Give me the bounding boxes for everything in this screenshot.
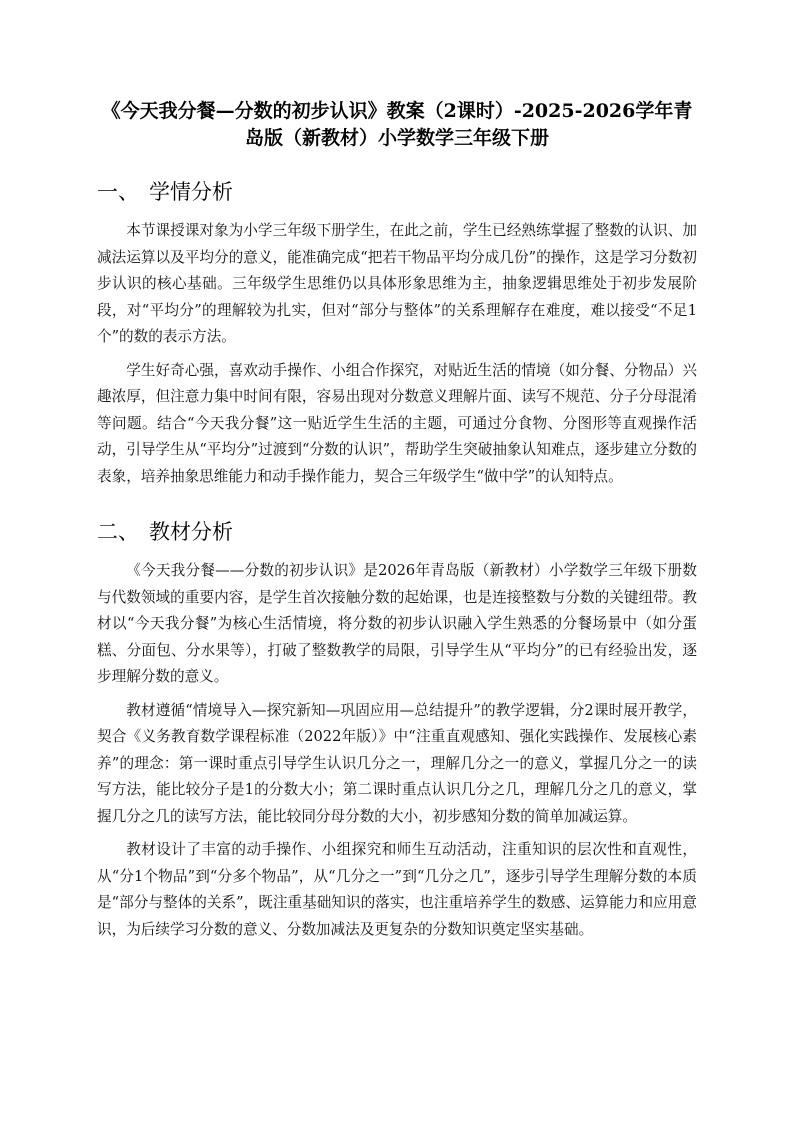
section-textbook-analysis: [97, 518, 697, 943]
section-title: 教材分析: [149, 520, 233, 544]
paragraph: 本节课授课对象为小学三年级下册学生，在此之前，学生已经熟练掌握了整数的认识、加减法运算以及平均分的意义，能准确完成“把若干物品平均分成几份”的操作，这是学习分数初步认识的核心基础。三年级学生思维仍以具体形象思维为主，抽象逻辑思维处于初步发展阶段，对“平均分”的理解较为扎实，但对“部分与整体”的关系理解存在难度，难以接受“不足1个”的数的表示方法。: [97, 222, 697, 345]
paragraph: 教材设计了丰富的动手操作、小组探究和师生互动活动，注重知识的层次性和直观性，从“分1个物品”到“分多个物品”，从“几分之一”到“几分之几”，逐步引导学生理解分数的本质是“部分与整体的关系”，既注重基础知识的落实，也注重培养学生的数感、运算能力和应用意识，为后续学习分数的意义、分数加减法及更复杂的分数知识奠定坚实基础。: [97, 841, 697, 938]
paragraph: 教材遵循“情境导入—探究新知—巩固应用—总结提升”的教学逻辑，分2课时展开教学，契合《义务教育数学课程标准（2022年版）》中“注重直观感知、强化实践操作、发展核心素养”的理念：第一课时重点引导学生认识几分之一，理解几分之一的意义，掌握几分之一的读写方法，能比较分子是1的分数大小；第二课时重点认识几分之几，理解几分之几的意义，掌握几分之几的读写方法，能比较同分母分数的大小，初步感知分数的简单加减运算。: [97, 701, 697, 825]
document-title: 《今天我分餐—分数的初步认识》教案（2课时）-2025-2026学年青岛版（新教材）小学数学三年级下册: [101, 100, 693, 149]
paragraph: 《今天我分餐——分数的初步认识》是2026年青岛版（新教材）小学数学三年级下册数与代数领域的重要内容，是学生首次接触分数的起始课，也是连接整数与分数的关键纽带。教材以“今天我分餐”为核心生活情境，将分数的初步认识融入学生熟悉的分餐场景中（如分蛋糕、分面包、分水果等），打破了整数教学的局限，引导学生从“平均分”的已有经验出发，逐步理解分数的意义。: [97, 562, 697, 685]
section-body: [97, 558, 697, 943]
paragraph: 学生好奇心强，喜欢动手操作、小组合作探究，对贴近生活的情境（如分餐、分物品）兴趣浓厚，但注意力集中时间有限，容易出现对分数意义理解片面、读写不规范、分子分母混淆等问题。结合“今天我分餐”这一贴近学生生活的主题，可通过分食物、分图形等直观操作活动，引导学生从“平均分”过渡到“分数的认识”，帮助学生突破抽象认知难点，逐步建立分数的表象，培养抽象思维能力和动手操作能力，契合三年级学生“做中学”的认知特点。: [97, 361, 697, 485]
section-number: 一、: [97, 180, 139, 204]
section-title: 学情分析: [149, 180, 233, 204]
section-number: 二、: [97, 520, 139, 544]
section-body: [97, 218, 697, 490]
section-student-analysis: [97, 178, 697, 490]
document-page: [97, 98, 697, 943]
section-heading: [97, 178, 697, 206]
section-heading: [97, 518, 697, 546]
